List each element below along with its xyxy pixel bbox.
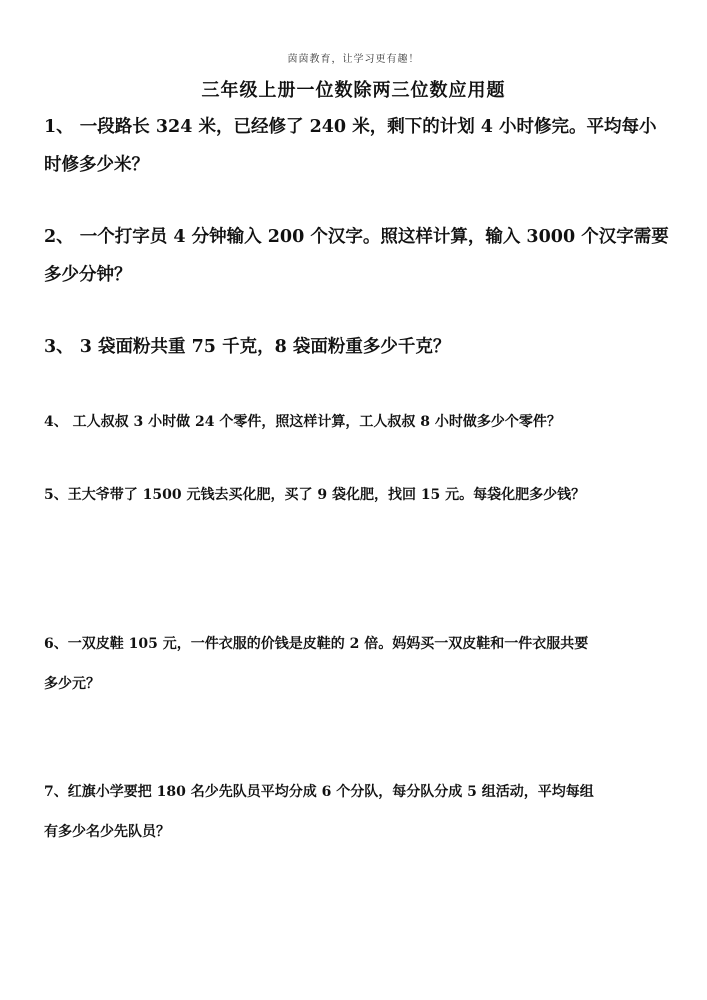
- question-3: [44, 328, 669, 366]
- question-7-line-1: 7、红旗小学要把 180 名少先队员平均分成 6 个分队，每分队分成 5 组活动，平均每组: [44, 784, 594, 800]
- question-5-line-1: 5、王大爷带了 1500 元钱去买化肥，买了 9 袋化肥，找回 15 元。每袋化肥多少钱？: [44, 487, 586, 503]
- question-6-line-1: 6、一双皮鞋 105 元，一件衣服的价钱是皮鞋的 2 倍。妈妈买一双皮鞋和一件衣服共要: [44, 636, 589, 652]
- question-1-line-2: 时修多少米？: [44, 155, 149, 175]
- page-title: 三年级上册一位数除两三位数应用题: [201, 80, 506, 101]
- question-2-line-2: 多少分钟？: [44, 265, 132, 285]
- question-7-line-2: 有多少名少先队员？: [44, 824, 170, 840]
- question-3-line-1: 3、 3 袋面粉共重 75 千克，8 袋面粉重多少千克？: [44, 337, 451, 357]
- header-note: 茵茵教育，让学习更有趣！: [287, 54, 420, 65]
- question-7: [44, 772, 669, 852]
- question-2-line-1: 2、 一个打字员 4 分钟输入 200 个汉字。照这样计算，输入 3000 个汉字需要: [44, 227, 669, 247]
- question-2: [44, 218, 669, 294]
- question-5: [44, 475, 669, 515]
- question-4-line-1: 4、 工人叔叔 3 小时做 24 个零件，照这样计算，工人叔叔 8 小时做多少个零件？: [44, 414, 561, 430]
- question-1-line-1: 1、 一段路长 324 米，已经修了 240 米，剩下的计划 4 小时修完。平均每小: [44, 117, 657, 137]
- question-6: [44, 624, 669, 704]
- question-1: [44, 108, 669, 184]
- question-4: [44, 402, 669, 442]
- question-6-line-2: 多少元？: [44, 676, 100, 692]
